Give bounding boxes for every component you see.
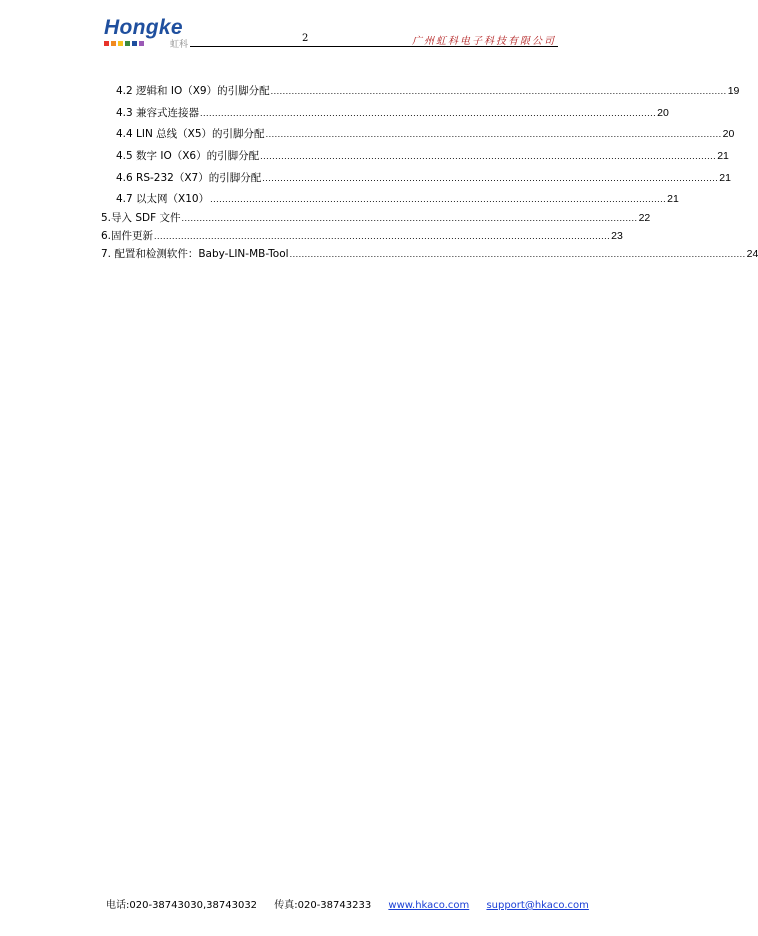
company-name: 广州虹科电子科技有限公司	[412, 36, 556, 47]
toc-leader-dots: ........................................................................................................................................................	[265, 129, 722, 139]
toc-entry[interactable]	[101, 247, 758, 261]
toc-leader-dots: ........................................................................................................................................................	[262, 173, 719, 183]
footer-phone: 电话:020-38743030,38743032	[106, 900, 258, 911]
page-footer	[106, 896, 589, 911]
toc-entry-page: 21	[667, 193, 679, 205]
logo-square	[132, 41, 137, 46]
page-number: 2	[302, 33, 309, 44]
toc-entry-page: 21	[717, 150, 729, 162]
toc-entry-page: 22	[638, 212, 651, 224]
footer-email-link[interactable]: support@hkaco.com	[486, 900, 589, 911]
toc-entry-page: 19	[727, 85, 740, 97]
toc-leader-dots: ........................................................................................................................................................	[289, 249, 746, 259]
toc-leader-dots: ........................................................................................................................................................	[260, 151, 717, 161]
toc-entry[interactable]	[101, 229, 623, 243]
logo-square	[139, 41, 144, 46]
toc-entry[interactable]	[101, 211, 651, 225]
toc-entry-page: 20	[722, 128, 735, 140]
toc-entry[interactable]	[116, 171, 731, 185]
toc-entry-page: 23	[611, 230, 623, 242]
logo-square	[111, 41, 116, 46]
logo-square	[104, 41, 109, 46]
toc-entry-label: 4.3 兼容式连接器	[116, 107, 200, 119]
footer-fax: 传真:020-38743233	[274, 900, 372, 911]
toc-entry-page: 24	[746, 248, 758, 260]
logo-text: Hongke	[104, 16, 183, 39]
toc-leader-dots: ........................................................................................................................................................	[210, 194, 667, 204]
toc-entry[interactable]	[116, 106, 669, 120]
logo-color-squares	[104, 41, 144, 46]
toc-leader-dots: ........................................................................................................................................................	[181, 213, 638, 223]
toc-leader-dots: ........................................................................................................................................................	[270, 86, 727, 96]
toc-entry-label: 4.7 以太网（X10）	[116, 193, 210, 205]
toc-entry-label: 4.6 RS-232（X7）的引脚分配	[116, 172, 262, 184]
toc-entry-label: 4.5 数字 IO（X6）的引脚分配	[116, 150, 260, 162]
toc-entry-page: 21	[719, 172, 731, 184]
logo-subtext: 虹科	[170, 40, 189, 50]
toc-entry-label: 4.4 LIN 总线（X5）的引脚分配	[116, 128, 265, 140]
toc-entry-label: 4.2 逻辑和 IO（X9）的引脚分配	[116, 85, 270, 97]
toc-entry-label: 7. 配置和检测软件：Baby-LIN-MB-Tool	[101, 248, 289, 260]
toc-entry[interactable]	[116, 127, 735, 141]
logo-square	[125, 41, 130, 46]
logo-square	[118, 41, 123, 46]
toc-entry-page: 20	[657, 107, 669, 119]
toc-entry-label: 5.导入 SDF 文件	[101, 212, 181, 224]
toc-entry[interactable]	[116, 149, 729, 163]
toc-entry[interactable]	[116, 84, 740, 98]
company-logo	[104, 16, 194, 50]
toc-leader-dots: ........................................................................................................................................................	[154, 231, 611, 241]
toc-entry-label: 6.固件更新	[101, 230, 154, 242]
toc-leader-dots: ........................................................................................................................................................	[200, 108, 657, 118]
toc-entry[interactable]	[116, 192, 679, 206]
footer-website-link[interactable]: www.hkaco.com	[388, 900, 470, 911]
